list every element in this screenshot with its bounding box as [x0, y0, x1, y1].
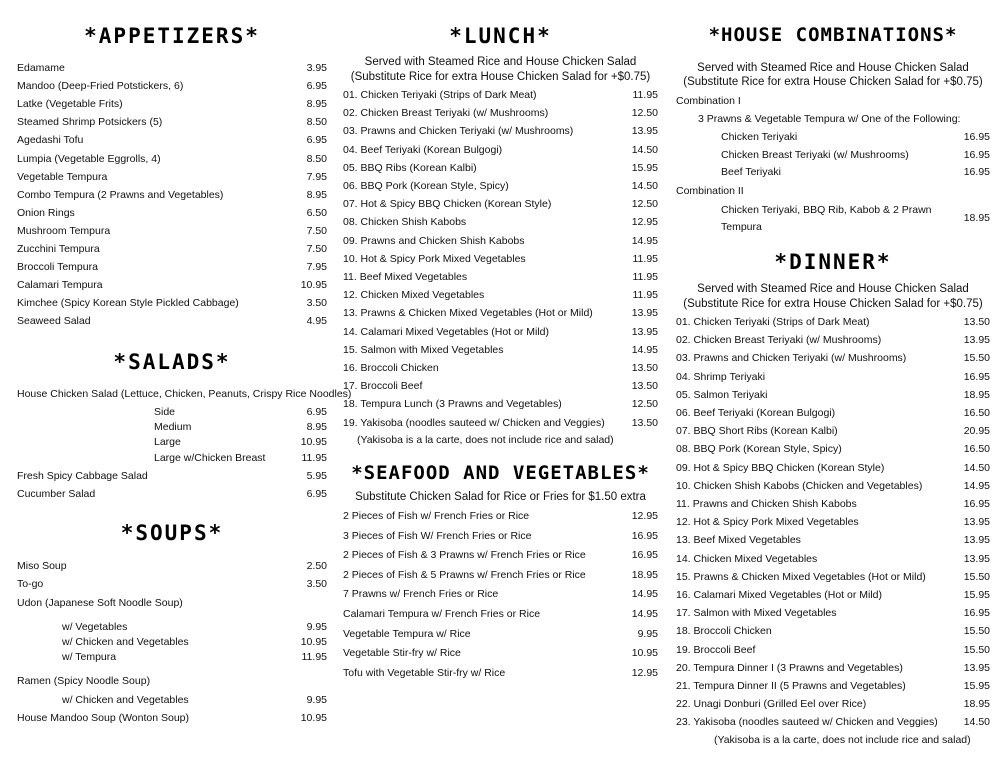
menu-item-name: Side: [154, 406, 176, 418]
ramen-label: Ramen (Spicy Noodle Soup): [17, 675, 151, 687]
menu-item-price: 12.95: [631, 510, 658, 522]
menu-item-name: 7 Prawns w/ French Fries or Rice: [343, 588, 499, 601]
menu-item-price: 14.95: [631, 608, 658, 620]
menu-item-price: 13.95: [963, 552, 990, 565]
menu-item: [343, 235, 658, 249]
menu-item: [17, 62, 327, 76]
menu-item: [676, 589, 990, 603]
menu-item: [676, 334, 990, 348]
menu-item-price: 15.95: [963, 680, 990, 692]
menu-item-price: 6.95: [306, 406, 327, 418]
menu-item-name: 04. Beef Teriyaki (Korean Bulgogi): [343, 143, 503, 156]
menu-item-price: 13.95: [963, 661, 990, 674]
menu-item-price: 16.95: [963, 607, 990, 620]
menu-item-name: Mushroom Tempura: [17, 224, 111, 237]
menu-item: [343, 647, 658, 661]
menu-item-price: 14.95: [631, 234, 658, 247]
combination-2-label: Combination II: [676, 185, 744, 197]
menu-item-name: 20. Tempura Dinner I (3 Prawns and Vegetables): [676, 661, 903, 674]
menu-item-price: 13.95: [963, 334, 990, 347]
menu-item-price: 6.95: [306, 488, 327, 500]
menu-item: [676, 625, 990, 639]
menu-item-price: 11.95: [632, 289, 658, 302]
salads-heading: *SALADS*: [113, 350, 231, 374]
menu-item: [676, 571, 990, 585]
menu-item: [676, 698, 990, 712]
menu-item-name: 16. Broccoli Chicken: [343, 362, 439, 374]
menu-item: [676, 607, 990, 621]
house-salad-label: House Chicken Salad (Lettuce, Chicken, Peanuts, Crispy Rice Noodles): [17, 388, 352, 400]
menu-item-name: 11. Beef Mixed Vegetables: [343, 271, 468, 283]
menu-item: [676, 498, 990, 512]
menu-item-price: 6.50: [306, 206, 327, 219]
menu-item-name: Medium: [154, 421, 192, 434]
menu-item-name: 10. Hot & Spicy Pork Mixed Vegetables: [343, 252, 526, 265]
menu-item: [17, 452, 327, 466]
menu-item: [676, 462, 990, 476]
menu-item-name: Combo Tempura (2 Prawns and Vegetables): [17, 188, 224, 201]
menu-item-name: 2 Pieces of Fish & 5 Prawns w/ French Fries or Rice: [343, 568, 586, 581]
menu-item: [676, 316, 990, 330]
menu-item: [17, 243, 327, 257]
menu-item-price: 15.95: [963, 589, 990, 601]
menu-item-price: 8.95: [306, 421, 327, 434]
menu-item-name: Steamed Shrimp Potsickers (5): [17, 116, 163, 129]
menu-item-name: 08. Chicken Shish Kabobs: [343, 216, 467, 229]
menu-item-name: Tofu with Vegetable Stir-fry w/ Rice: [343, 666, 506, 679]
menu-item-name: 18. Tempura Lunch (3 Prawns and Vegetables): [343, 398, 562, 411]
menu-item-name: 15. Prawns & Chicken Mixed Vegetables (Hot or Mild): [676, 570, 926, 583]
menu-item-price: 14.95: [631, 343, 658, 356]
menu-item: [17, 207, 327, 221]
menu-item-price: 14.50: [631, 143, 658, 156]
menu-item-price: 3.50: [306, 297, 327, 310]
menu-item: [17, 171, 327, 185]
menu-item-name: 05. BBQ Ribs (Korean Kalbi): [343, 161, 477, 174]
menu-item: [17, 189, 327, 203]
menu-item-name: Broccoli Tempura: [17, 261, 98, 274]
combination-2-price: 18.95: [963, 212, 990, 224]
menu-item: [676, 716, 990, 730]
menu-item-name: 14. Chicken Mixed Vegetables: [676, 552, 818, 565]
menu-item-price: 10.95: [631, 647, 658, 660]
lunch-subtitle: Served with Steamed Rice and House Chicken Salad: [364, 56, 637, 68]
menu-item: [343, 362, 658, 376]
menu-item-name: 17. Salmon with Mixed Vegetables: [676, 607, 837, 620]
menu-item-name: Chicken Teriyaki: [721, 131, 798, 143]
column-right: [676, 0, 990, 773]
menu-item: Miso Soup 2.50: [17, 560, 327, 572]
menu-item-name: 06. Beef Teriyaki (Korean Bulgogi): [676, 407, 836, 419]
menu-item-price: 15.50: [963, 352, 990, 365]
menu-item: [343, 569, 658, 583]
dinner-substitute-note: (Substitute Rice for extra House Chicken Salad for +$0.75): [683, 298, 983, 310]
dinner-heading: *DINNER*: [774, 250, 892, 274]
dinner-subtitle: Served with Steamed Rice and House Chicken Salad: [697, 283, 969, 295]
menu-item-name: Agedashi Tofu: [17, 134, 84, 147]
menu-item: [17, 436, 327, 450]
menu-item: [17, 80, 327, 94]
menu-item-price: 14.50: [963, 461, 990, 474]
menu-item-name: w/ Chicken and Vegetables: [62, 636, 189, 648]
menu-item: [343, 89, 658, 103]
menu-item-name: Calamari Tempura: [17, 279, 103, 292]
menu-item: [343, 588, 658, 602]
menu-item-name: 02. Chicken Breast Teriyaki (w/ Mushrooms): [343, 107, 549, 120]
menu-item: [676, 407, 990, 421]
menu-item-price: 13.95: [631, 307, 658, 320]
menu-item-price: 13.50: [631, 362, 658, 374]
menu-item: [17, 488, 327, 502]
menu-item-name: 19. Yakisoba (noodles sauteed w/ Chicken and Veggies): [343, 416, 605, 429]
menu-item-price: 13.50: [963, 316, 990, 328]
seafood-heading: *SEAFOOD AND VEGETABLES*: [351, 462, 650, 484]
menu-item-price: 3.95: [306, 62, 327, 74]
menu-item-name: Zucchini Tempura: [17, 243, 100, 255]
menu-item-price: 16.95: [631, 549, 658, 562]
menu-item-name: 08. BBQ Pork (Korean Style, Spicy): [676, 443, 842, 456]
menu-item: [343, 162, 658, 176]
menu-item-price: 18.95: [963, 698, 990, 711]
menu-item-price: 7.95: [306, 261, 327, 274]
menu-item-name: 15. Salmon with Mixed Vegetables: [343, 343, 504, 356]
menu-item-name: 23. Yakisoba (noodles sauteed w/ Chicken and Veggies): [676, 716, 938, 729]
menu-item-name: 02. Chicken Breast Teriyaki (w/ Mushrooms): [676, 334, 882, 347]
menu-item: [676, 131, 990, 145]
menu-item: [676, 662, 990, 676]
menu-item: [17, 297, 327, 311]
menu-item: [343, 398, 658, 412]
menu-item-price: 16.95: [963, 166, 990, 179]
menu-item: [676, 425, 990, 439]
menu-item-price: 18.95: [963, 388, 990, 401]
menu-item-price: 16.95: [963, 498, 990, 510]
menu-item-price: 6.95: [306, 134, 327, 147]
menu-item-name: 2 Pieces of Fish & 3 Prawns w/ French Fries or Rice: [343, 549, 586, 562]
menu-item-price: 14.50: [631, 180, 658, 192]
menu-item: [676, 443, 990, 457]
menu-item-name: 01. Chicken Teriyaki (Strips of Dark Meat): [343, 89, 537, 101]
menu-item-name: Large: [154, 436, 181, 449]
menu-item-name: 13. Beef Mixed Vegetables: [676, 534, 801, 547]
menu-item-name: 19. Broccoli Beef: [676, 643, 756, 656]
menu-item: [343, 253, 658, 267]
dinner-yakisoba-note: (Yakisoba is a la carte, does not include rice and salad): [714, 734, 971, 746]
combination-2-line-1: Chicken Teriyaki, BBQ Rib, Kabob & 2 Prawn: [721, 204, 932, 216]
menu-item: [17, 651, 327, 665]
menu-item: [343, 530, 658, 544]
menu-item-name: 06. BBQ Pork (Korean Style, Spicy): [343, 180, 509, 192]
menu-item-price: 7.50: [306, 224, 327, 237]
menu-item-name: 2 Pieces of Fish w/ French Fries or Rice: [343, 510, 530, 522]
menu-item-price: 13.95: [963, 516, 990, 529]
menu-item-price: 10.95: [300, 636, 327, 648]
menu-item-price: 14.50: [963, 716, 990, 729]
udon-label: Udon (Japanese Soft Noodle Soup): [17, 597, 183, 609]
menu-item-name: 17. Broccoli Beef: [343, 380, 423, 393]
menu-item-price: 8.95: [306, 98, 327, 111]
menu-item-price: 20.95: [963, 425, 990, 438]
menu-item-name: 13. Prawns & Chicken Mixed Vegetables (Hot or Mild): [343, 307, 593, 320]
menu-item-price: 13.50: [631, 416, 658, 429]
menu-item-price: 16.50: [963, 407, 990, 419]
menu-item-price: 7.95: [306, 170, 327, 183]
menu-item-price: 11.95: [632, 271, 658, 283]
menu-item: [343, 216, 658, 230]
combination-1-label: Combination I: [676, 95, 741, 107]
menu-item: To-go 3.50: [17, 578, 327, 590]
menu-item: [17, 134, 327, 148]
menu-item-name: Vegetable Tempura: [17, 170, 108, 183]
menu-item-name: Vegetable Tempura w/ Rice: [343, 627, 471, 640]
menu-item-price: 11.95: [301, 451, 327, 464]
menu-item: [17, 261, 327, 275]
menu-item-name: 18. Broccoli Chicken: [676, 625, 772, 638]
menu-item: [17, 421, 327, 435]
menu-item-price: 8.50: [306, 116, 327, 129]
menu-item-name: Latke (Vegetable Frits): [17, 98, 123, 111]
menu-item: [343, 144, 658, 158]
menu-item: House Mandoo Soup (Wonton Soup) 10.95: [17, 712, 327, 724]
menu-item-price: 16.50: [963, 443, 990, 456]
menu-item: [676, 389, 990, 403]
menu-item-name: 16. Calamari Mixed Vegetables (Hot or Mild): [676, 589, 883, 601]
menu-item-name: 12. Chicken Mixed Vegetables: [343, 289, 485, 302]
menu-item: [676, 680, 990, 694]
menu-item: [343, 289, 658, 303]
menu-item: [676, 516, 990, 530]
menu-item-name: Seaweed Salad: [17, 315, 91, 328]
menu-item: [343, 180, 658, 194]
menu-item: [343, 326, 658, 340]
menu-item: [343, 667, 658, 681]
menu-item-price: 10.95: [300, 279, 327, 292]
menu-item: [676, 534, 990, 548]
menu-item: [343, 628, 658, 642]
menu-item: [343, 608, 658, 622]
menu-item: [343, 271, 658, 285]
menu-item-price: 5.95: [306, 470, 327, 482]
menu-item-name: Cucumber Salad: [17, 488, 96, 500]
menu-item-name: 12. Hot & Spicy Pork Mixed Vegetables: [676, 516, 859, 529]
soups-heading: *SOUPS*: [120, 521, 224, 545]
menu-item-price: 12.50: [631, 107, 658, 120]
menu-item: [17, 279, 327, 293]
menu-item-name: 09. Prawns and Chicken Shish Kabobs: [343, 234, 525, 247]
menu-item: [676, 149, 990, 163]
menu-item-name: 3 Pieces of Fish W/ French Fries or Rice: [343, 529, 532, 542]
menu-item: [343, 198, 658, 212]
menu-item-name: Chicken Breast Teriyaki (w/ Mushrooms): [721, 148, 909, 161]
menu-item-name: 09. Hot & Spicy BBQ Chicken (Korean Style): [676, 461, 885, 474]
menu-item-name: 14. Calamari Mixed Vegetables (Hot or Mild): [343, 325, 550, 338]
menu-item-name: 11. Prawns and Chicken Shish Kabobs: [676, 498, 857, 510]
menu-item-name: w/ Tempura: [62, 651, 117, 663]
combinations-heading: *HOUSE COMBINATIONS*: [708, 24, 958, 46]
menu-item-price: 15.50: [963, 643, 990, 656]
column-left: [17, 0, 352, 773]
menu-item-name: Edamame: [17, 62, 65, 74]
combinations-subtitle: Served with Steamed Rice and House Chicken Salad: [697, 62, 969, 74]
menu-item: [17, 315, 327, 329]
menu-item-price: 12.95: [631, 216, 658, 229]
menu-item: [676, 480, 990, 494]
menu-item-name: 04. Shrimp Teriyaki: [676, 370, 766, 383]
menu-item-price: 18.95: [631, 568, 658, 581]
combination-2-line-2: Tempura: [721, 221, 762, 233]
menu-item-price: 16.95: [963, 370, 990, 383]
menu-item-name: 22. Unagi Donburi (Grilled Eel over Rice): [676, 698, 867, 711]
appetizers-heading: *APPETIZERS*: [84, 24, 260, 48]
menu-item: [343, 549, 658, 563]
menu-item-price: 6.95: [306, 80, 327, 93]
menu-item-price: 8.95: [306, 188, 327, 201]
seafood-subtitle: Substitute Chicken Salad for Rice or Fries for $1.50 extra: [355, 491, 646, 503]
menu-item-price: 11.95: [632, 89, 658, 101]
menu-item-name: w/ Vegetables: [62, 621, 128, 633]
menu-item-name: 01. Chicken Teriyaki (Strips of Dark Meat): [676, 316, 870, 328]
menu-item: [676, 371, 990, 385]
menu-item-price: 13.95: [631, 125, 658, 138]
menu-item-price: 10.95: [300, 436, 327, 449]
menu-item-price: 13.95: [631, 325, 658, 338]
menu-item: [676, 553, 990, 567]
lunch-substitute-note: (Substitute Rice for extra House Chicken Salad for +$0.75): [350, 71, 651, 83]
menu-item-price: 14.95: [963, 479, 990, 492]
menu-item-price: 15.50: [963, 570, 990, 583]
lunch-yakisoba-note: (Yakisoba is a la carte, does not include rice and salad): [357, 434, 614, 446]
menu-item: [343, 380, 658, 394]
menu-item-name: Lumpia (Vegetable Eggrolls, 4): [17, 152, 161, 165]
menu-item-price: 12.50: [631, 198, 658, 211]
menu-item: [17, 98, 327, 112]
menu-item: [343, 510, 658, 524]
menu-item-name: 10. Chicken Shish Kabobs (Chicken and Vegetables): [676, 479, 923, 492]
menu-item: [17, 225, 327, 239]
menu-item-price: 15.95: [631, 161, 658, 174]
menu-item: [343, 417, 658, 431]
menu-item: [676, 352, 990, 366]
menu-item-price: 7.50: [306, 243, 327, 255]
menu-item-price: 16.95: [631, 529, 658, 542]
menu-item-price: 4.95: [306, 315, 327, 328]
menu-item-name: Onion Rings: [17, 206, 75, 219]
menu-item-price: 15.50: [963, 625, 990, 638]
menu-item-price: 14.95: [631, 588, 658, 601]
menu-item-name: Beef Teriyaki: [721, 166, 781, 179]
menu-item-name: 05. Salmon Teriyaki: [676, 388, 768, 401]
menu-item: [17, 406, 327, 420]
menu-item-name: 21. Tempura Dinner II (5 Prawns and Vegetables): [676, 680, 906, 692]
menu-item: w/ Chicken and Vegetables 9.95: [62, 694, 327, 706]
menu-item-price: 13.50: [631, 380, 658, 393]
menu-item-price: 11.95: [301, 651, 327, 663]
menu-item-price: 8.50: [306, 152, 327, 165]
menu-item: [17, 636, 327, 650]
menu-item: [17, 153, 327, 167]
menu-item-price: 9.95: [637, 627, 658, 640]
menu-item-name: Vegetable Stir-fry w/ Rice: [343, 647, 461, 660]
column-middle: [343, 0, 658, 773]
menu-item-name: 03. Prawns and Chicken Teriyaki (w/ Mushrooms): [343, 125, 574, 138]
menu-item-price: 11.95: [632, 252, 658, 265]
menu-item-name: Large w/Chicken Breast: [154, 451, 266, 464]
menu-item: [343, 107, 658, 121]
menu-item: [17, 621, 327, 635]
menu-item: [343, 125, 658, 139]
menu-item-name: Calamari Tempura w/ French Fries or Rice: [343, 608, 541, 620]
menu-item-name: 07. Hot & Spicy BBQ Chicken (Korean Style): [343, 198, 552, 211]
menu-item-name: Kimchee (Spicy Korean Style Pickled Cabbage): [17, 297, 239, 310]
menu-item: [17, 470, 327, 484]
menu-item-price: 16.95: [963, 131, 990, 143]
menu-item-name: Fresh Spicy Cabbage Salad: [17, 470, 148, 482]
menu-item-price: 13.95: [963, 534, 990, 547]
menu-item: [17, 116, 327, 130]
menu-item: [676, 166, 990, 180]
menu-item: [343, 344, 658, 358]
menu-item-price: 12.95: [631, 666, 658, 679]
combination-1-description: 3 Prawns & Vegetable Tempura w/ One of the Following:: [698, 113, 961, 125]
menu-item-price: 16.95: [963, 148, 990, 161]
menu-item-name: 03. Prawns and Chicken Teriyaki (w/ Mushrooms): [676, 352, 907, 365]
menu-item-price: 9.95: [306, 621, 327, 633]
menu-item: [343, 307, 658, 321]
menu-item-price: 12.50: [631, 398, 658, 411]
menu-item-name: 07. BBQ Short Ribs (Korean Kalbi): [676, 425, 838, 438]
menu-item-name: Mandoo (Deep-Fried Potstickers, 6): [17, 80, 184, 93]
menu-item: [676, 644, 990, 658]
combinations-substitute-note: (Substitute Rice for extra House Chicken Salad for +$0.75): [683, 76, 983, 88]
lunch-heading: *LUNCH*: [449, 24, 552, 48]
